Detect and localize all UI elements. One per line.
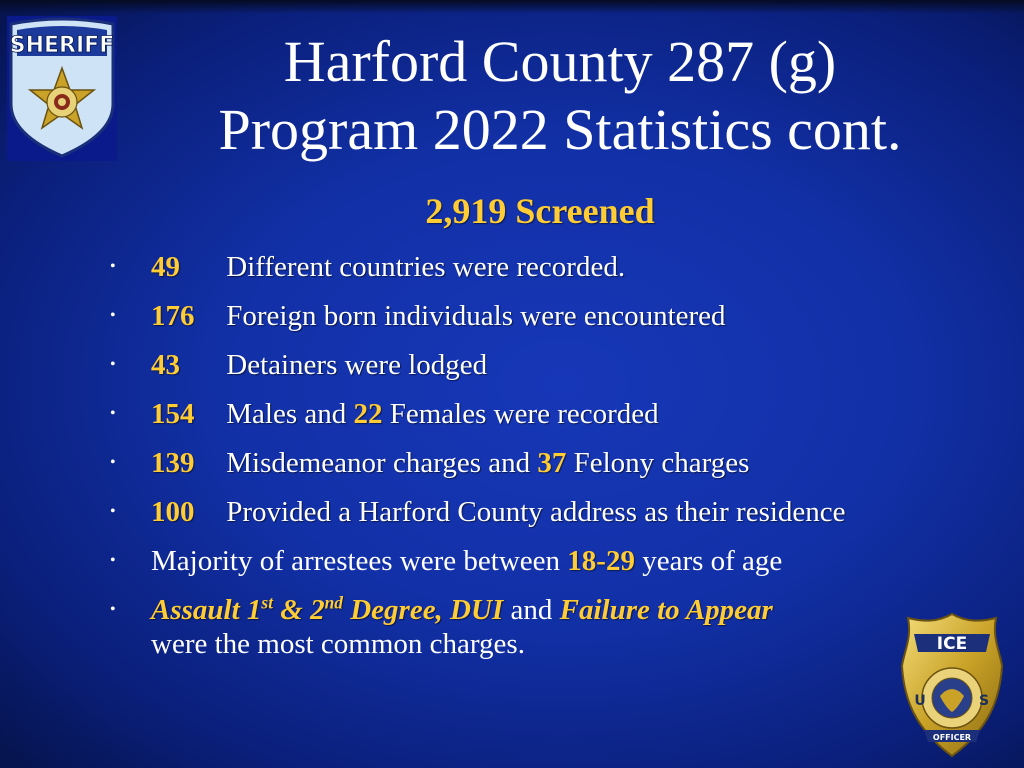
slide-title [140, 28, 980, 164]
sheriff-logo [7, 16, 117, 161]
bullet-icon: • [110, 503, 116, 520]
ordinal-suffix: st [261, 592, 274, 613]
badge-left-letter: U [914, 693, 926, 709]
stat-text: Majority of arrestees were between [151, 545, 568, 577]
stat-text: Females were recorded [382, 398, 659, 430]
bullet-icon: • [110, 258, 116, 275]
badge-top-text: ICE [936, 634, 968, 654]
bullet-icon: • [110, 552, 116, 569]
bullet-icon: • [110, 405, 116, 422]
title-line-2: Program 2022 Statistics cont. [218, 97, 902, 162]
stat-number: 49 [151, 251, 180, 283]
stat-text: Different countries were recorded. [226, 251, 626, 283]
list-item [110, 250, 990, 299]
title-line-1: Harford County 287 (g) [283, 29, 837, 94]
list-item [110, 495, 990, 544]
ice-badge [900, 612, 1004, 758]
statistics-list [110, 250, 990, 661]
bullet-icon: • [110, 307, 116, 324]
stat-text: years of age [634, 545, 783, 577]
charge-text: Assault 1 [151, 594, 262, 626]
stat-number-secondary: 22 [353, 398, 383, 430]
stat-text: Felony charges [566, 447, 750, 479]
screened-subtitle: 2,919 Screened [425, 191, 655, 231]
stat-text: Males and [226, 398, 354, 430]
bullet-icon: • [110, 356, 116, 373]
list-item [110, 593, 990, 661]
bullet-icon: • [110, 601, 116, 618]
bullet-icon: • [110, 454, 116, 471]
stat-number: 100 [151, 496, 195, 528]
list-item [110, 299, 990, 348]
charge-text: Degree, DUI [342, 594, 504, 626]
charge-assault [151, 594, 503, 626]
stat-text: were the most common charges. [151, 628, 525, 660]
list-item [110, 544, 990, 593]
ordinal-suffix: nd [324, 592, 343, 613]
badge-right-letter: S [978, 693, 990, 709]
badge-bottom-text: OFFICER [932, 733, 972, 742]
conjunction: and [503, 594, 560, 626]
stat-number: 43 [151, 349, 180, 381]
list-item [110, 446, 990, 495]
stat-text: Detainers were lodged [226, 349, 488, 381]
stat-number: 154 [151, 398, 195, 430]
list-item [110, 397, 990, 446]
stat-number-secondary: 37 [537, 447, 567, 479]
logo-text: SHERIFF [9, 33, 115, 58]
age-range: 18-29 [567, 545, 635, 577]
top-band [0, 0, 1024, 14]
stat-text: Provided a Harford County address as their residence [226, 496, 846, 528]
stat-text: Misdemeanor charges and [226, 447, 538, 479]
stat-number: 139 [151, 447, 195, 479]
charge-text: & 2 [273, 594, 325, 626]
stat-number: 176 [151, 300, 195, 332]
charge-failure-to-appear: Failure to Appear [559, 594, 773, 626]
list-item [110, 348, 990, 397]
stat-text: Foreign born individuals were encountered [226, 300, 726, 332]
